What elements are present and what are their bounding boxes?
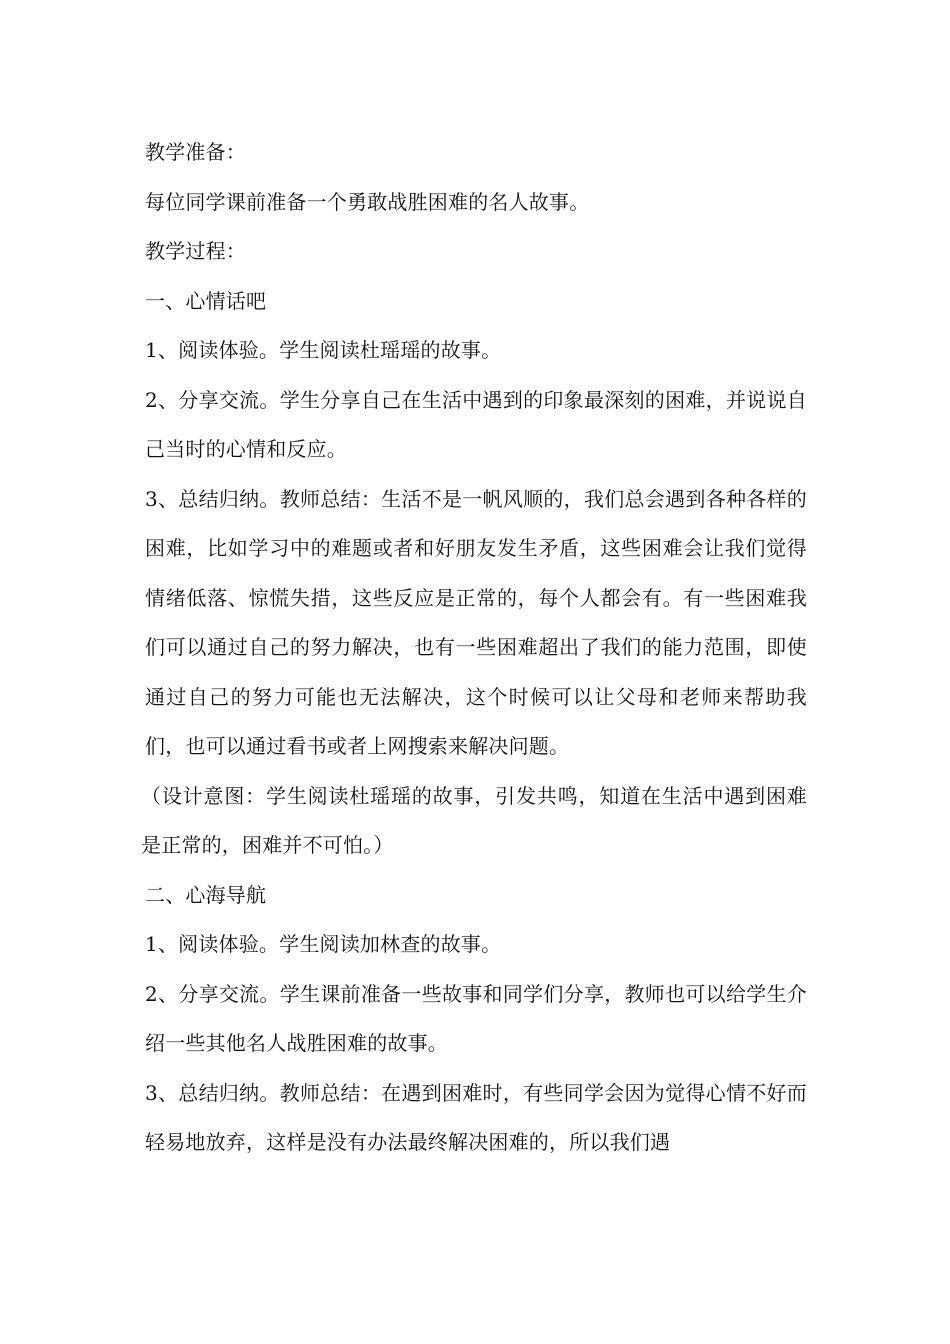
list-item-2-sharing-2: 2、分享交流。学生课前准备一些故事和同学们分享，教师也可以给学生介绍一些其他名人战胜困难的故事。 — [145, 981, 807, 1055]
paragraph-preparation-detail: 每位同学课前准备一个勇敢战胜困难的名人故事。 — [145, 189, 590, 214]
heading-teaching-process: 教学过程： — [145, 239, 246, 263]
section-heading-1: 一、心情话吧 — [145, 288, 267, 313]
list-item-1-reading: 1、阅读体验。学生阅读杜瑶瑶的故事。 — [145, 338, 502, 362]
list-item-3-summary-2: 3、总结归纳。教师总结：在遇到困难时，有些同学会因为觉得心情不好而轻易地放弃，这样是没有办法最终解决困难的，所以我们遇 — [145, 1080, 807, 1154]
section-heading-2: 二、心海导航 — [145, 882, 267, 907]
list-item-2-sharing: 2、分享交流。学生分享自己在生活中遇到的印象最深刻的困难，并说说自己当时的心情和反应。 — [145, 387, 807, 461]
design-intent-note: （设计意图：学生阅读杜瑶瑶的故事，引发共鸣，知道在生活中遇到困难是正常的，困难并不可怕。） — [141, 783, 807, 857]
document-body — [141, 128, 807, 1168]
list-item-3-summary: 3、总结归纳。教师总结：生活不是一帆风顺的，我们总会遇到各种各样的困难，比如学习中的难题或者和好朋友发生矛盾，这些困难会让我们觉得情绪低落、惊慌失措，这些反应是正常的，每个人都会有。有一些困难我们可以通过自己的努力解决，也有一些困难超出了我们的能力范围，即使通过自己的努力可能也无法解决，这个时候可以让父母和老师来帮助我们，也可以通过看书或者上网搜索来解决问题。 — [145, 486, 807, 758]
list-item-1-reading-2: 1、阅读体验。学生阅读加林查的故事。 — [145, 932, 502, 956]
heading-teaching-preparation: 教学准备： — [145, 140, 246, 164]
